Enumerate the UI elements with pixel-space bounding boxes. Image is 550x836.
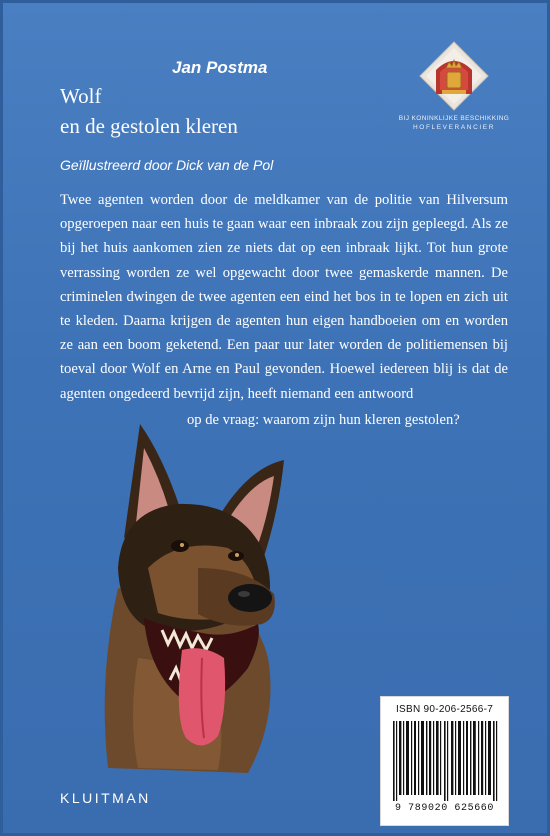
barcode-bars [391,721,501,801]
royal-warrant-text [388,115,520,131]
isbn-number: ISBN 90-206-2566-7 [395,704,494,715]
book-title-line-2: en de gestolen kleren [60,114,238,138]
book-title-line-1: Wolf [60,84,102,108]
german-shepherd-illustration [78,418,318,778]
royal-crest-icon [418,40,490,112]
warrant-line-1: BIJ KONINKLIJKE BESCHIKKING [398,115,510,122]
warrant-line-2: HOFLEVERANCIER [413,124,495,131]
blurb-last-line: op de vraag: waarom zijn hun kleren gestolen? [187,412,460,428]
illustrator-credit: Geïllustreerd door Dick van de Pol [60,157,274,173]
blurb-text: Twee agenten worden door de meldkamer van de politie van Hilversum opgeroepen naar een huis te gaan waar een inbraak zou zijn gepleegd. Als ze bij het huis aankomen zien ze niets dat op een inbraak lijkt. Tot hun grote verrassing worden ze wel opgewacht door twee gemaskerde mannen. De criminelen dwingen de twee agenten een eind het bos in te lopen en zich uit te kleden. Daarna krijgen de agenten hun eigen handboeien om en worden ze aan een boom geketend. Een paar uur later worden de politiemensen bij toeval door Wolf en Arne en Paul gevonden. Hoewel iedereen blij is dat de agenten ongedeerd bevrijd zijn, heeft niemand een antwoord [60,192,508,402]
barcode-panel [380,696,509,826]
ean-number: 9 789020 625660 [394,803,494,814]
author-name: Jan Postma [172,58,268,77]
publisher-name: KLUITMAN [60,790,151,806]
